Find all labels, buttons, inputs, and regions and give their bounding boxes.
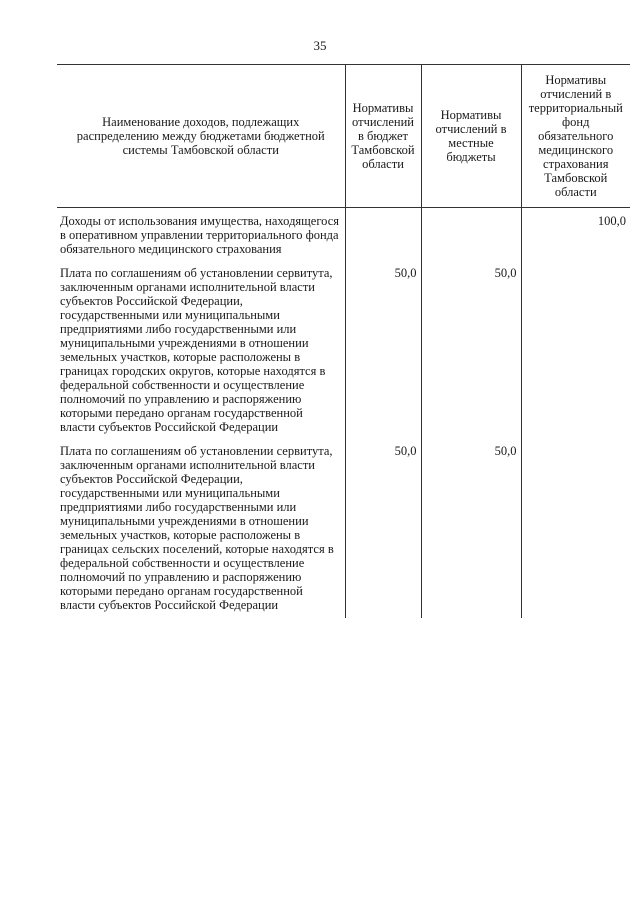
- table-row: [57, 440, 630, 618]
- header-regional-budget: Нормативы отчислений в бюджет Тамбовской области: [345, 65, 421, 208]
- table-header-row: [57, 65, 630, 208]
- revenue-name-cell: Доходы от использования имущества, находящегося в оперативном управлении территориального фонда обязательного медицинского страхования: [60, 214, 340, 256]
- regional-budget-cell: [345, 208, 421, 263]
- header-medical-insurance-fund: Нормативы отчислений в территориальный фонд обязательного медицинского страхования Тамбовской области: [521, 65, 630, 208]
- revenue-name-cell: Плата по соглашениям об установлении сервитута, заключенным органами исполнительной власти субъектов Российской Федерации, государственными или муниципальными предприятиями либо государственными или муниципальными учреждениями в отношении земельных участков, которые расположены в границах городских округов, которые находятся в федеральной собственности и осуществление полномочий по управлению и распоряжению которыми передано органам государственной власти субъектов Российской Федерации: [60, 266, 333, 434]
- fund-cell: [521, 262, 630, 440]
- regional-budget-cell: 50,0: [345, 440, 421, 618]
- header-revenue-name: Наименование доходов, подлежащих распределению между бюджетами бюджетной системы Тамбовской области: [57, 65, 345, 208]
- fund-cell: [521, 440, 630, 618]
- revenue-distribution-table: [57, 64, 630, 618]
- table-row: [57, 262, 630, 440]
- table-row: [57, 208, 630, 263]
- regional-budget-cell: 50,0: [345, 262, 421, 440]
- header-local-budgets: Нормативы отчислений в местные бюджеты: [421, 65, 521, 208]
- local-budgets-cell: 50,0: [421, 262, 521, 440]
- revenue-name-cell: Плата по соглашениям об установлении сервитута, заключенным органами исполнительной власти субъектов Российской Федерации, государственными или муниципальными предприятиями либо государственными или муниципальными учреждениями в отношении земельных участков, которые расположены в границах сельских поселений, которые находятся в федеральной собственности и осуществление полномочий по управлению и распоряжению которыми передано органам государственной власти субъектов Российской Федерации: [60, 444, 334, 612]
- page-number: 35: [313, 38, 327, 53]
- local-budgets-cell: 50,0: [421, 440, 521, 618]
- local-budgets-cell: [421, 208, 521, 263]
- fund-cell: 100,0: [521, 208, 630, 263]
